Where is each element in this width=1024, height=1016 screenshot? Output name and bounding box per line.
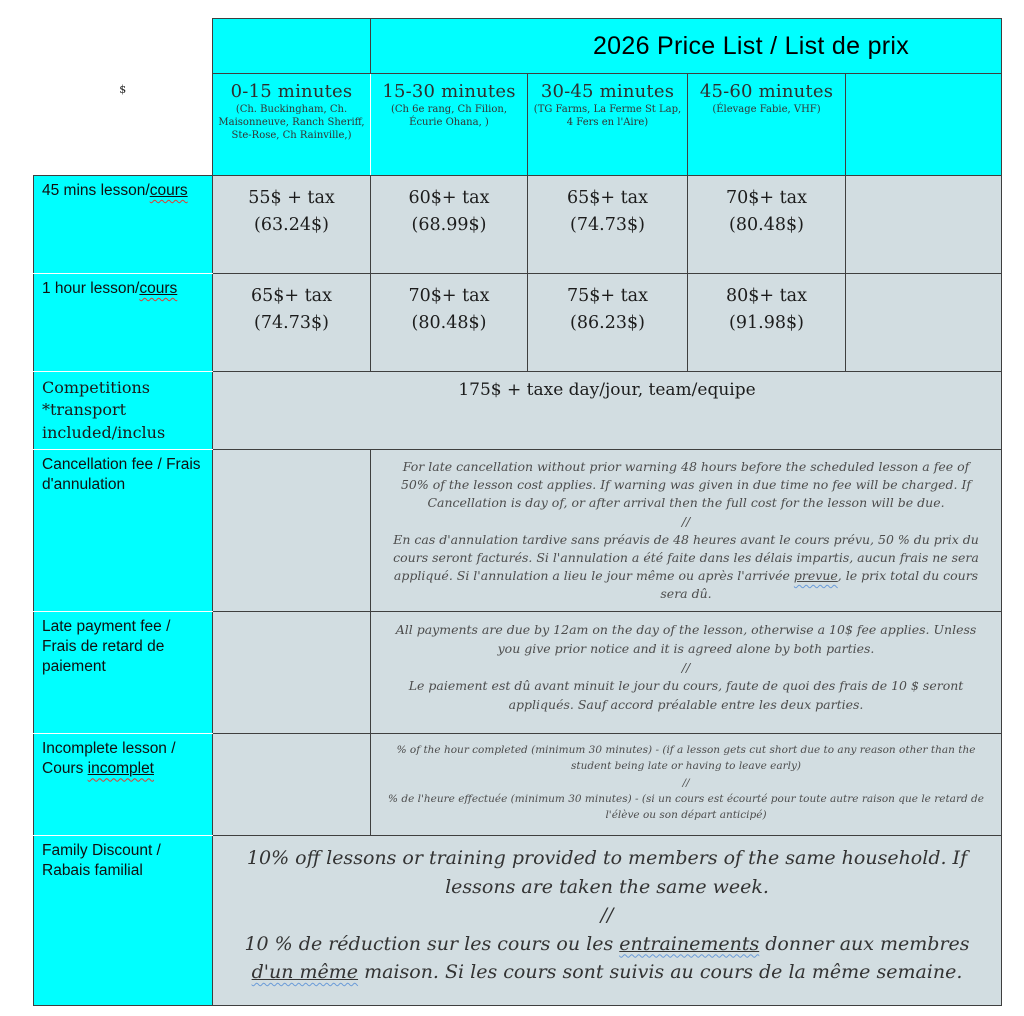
policy-french: En cas d'annulation tardive sans préavis de 48 heures avant le cours prévu, 50 % du prix du cours seront facturés. Si l'annulation a été faite dans les délais impartis, aucun frais ne sera appliqué. Si l'annulation a lieu le jour même ou après l'arrivée prevue, le prix total du cours sera dû. [393,531,979,602]
misspelled-word[interactable]: cours [149,182,188,199]
empty-header-cell [213,19,371,74]
row-label-late-payment: Late payment fee / Frais de retard de paiement [34,612,213,734]
column-locations: (Ch 6e rang, Ch Filion, Écurie Ohana, ) [390,104,507,128]
price-1hour-45-60: 80$+ tax (91.98$) [688,274,846,372]
column-range-label: 30-45 minutes [540,81,675,102]
row-label-cancellation: Cancellation fee / Frais d'annulation [34,450,213,612]
document-sheet [33,18,1002,1006]
policy-english: All payments are due by 12am on the day of the lesson, otherwise a 10$ fee applies. Unless you give prior notice and it is agreed alone by both parties. [395,622,977,656]
price-45min-45-60: 70$+ tax (80.48$) [688,176,846,274]
row-label-1hour-lesson: 1 hour lesson/cours [34,274,213,372]
column-range-label: 0-15 minutes [230,81,353,102]
column-header-30-45 [528,74,688,176]
misspelled-word[interactable]: d'un même [251,961,359,984]
empty-header-cell [846,74,1002,176]
incomplete-lesson-policy-text [371,734,1002,836]
row-label-family-discount: Family Discount / Rabais familial [34,836,213,1006]
late-payment-policy-text [371,612,1002,734]
empty-cell [213,612,371,734]
family-discount-text [213,836,1002,1006]
price-1hour-0-15: 65$+ tax (74.73$) [213,274,371,372]
cancellation-policy-text [371,450,1002,612]
column-range-label: 45-60 minutes [699,81,834,102]
policy-french: Le paiement est dû avant minuit le jour du cours, faute de quoi des frais de 10 $ seront appliqués. Sauf accord préalable entre les deux parties. [408,678,964,713]
misspelled-word[interactable]: cours [139,280,178,297]
empty-cell [846,274,1002,372]
price-45min-15-30: 60$+ tax (68.99$) [371,176,528,274]
column-range-label: 15-30 minutes [382,81,516,102]
column-header-0-15 [213,74,371,176]
misspelled-word[interactable]: entrainements [619,932,760,955]
language-separator: // [600,904,614,927]
blank-corner-cell [34,19,213,74]
column-header-15-30 [371,74,528,176]
language-separator: // [681,513,691,529]
competitions-price: 175$ + taxe day/jour, team/equipe [213,372,1002,450]
currency-symbol: $ [34,74,213,176]
misspelled-word[interactable]: prevue [793,567,838,583]
price-table [33,18,1002,1006]
price-45min-0-15: 55$ + tax (63.24$) [213,176,371,274]
empty-cell [213,450,371,612]
empty-cell [846,176,1002,274]
column-locations: (TG Farms, La Ferme St Lap, 4 Fers en l'Aire) [533,104,682,128]
policy-french: 10 % de réduction sur les cours ou les entrainements donner aux membres d'un même maison. Si les cours sont suivis au cours de la même semaine. [244,932,970,984]
price-1hour-15-30: 70$+ tax (80.48$) [371,274,528,372]
price-1hour-30-45: 75$+ tax (86.23$) [528,274,688,372]
row-label-45min-lesson: 45 mins lesson/cours [34,176,213,274]
table-title: 2026 Price List / List de prix [371,19,1002,74]
policy-english: 10% off lessons or training provided to members of the same household. If lessons are taken the same week. [246,847,968,898]
language-separator: // [681,659,691,675]
policy-french: % de l'heure effectuée (minimum 30 minutes) - (si un cours est écourté pour toute autre raison que le retard de l'élève ou son départ anticipé) [388,792,984,822]
misspelled-word[interactable]: incomplet [87,760,154,778]
policy-english: For late cancellation without prior warning 48 hours before the scheduled lesson a fee of 50% of the lesson cost applies. If warning was given in due time no fee will be charged. If Cancellation is day of, or after arrival then the full cost for the lesson will be due. [400,459,972,511]
row-label-competitions: Competitions *transport included/inclus [34,372,213,450]
empty-cell [213,734,371,836]
column-locations: (Élevage Fabie, VHF) [712,104,821,115]
language-separator: // [682,776,690,789]
column-locations: (Ch. Buckingham, Ch. Maisonneuve, Ranch Sheriff, Ste-Rose, Ch Rainville,) [218,104,365,141]
row-label-incomplete-lesson: Incomplete lesson / Cours incomplet [34,734,213,836]
price-45min-30-45: 65$+ tax (74.73$) [528,176,688,274]
policy-english: % of the hour completed (minimum 30 minutes) - (if a lesson gets cut short due to any reason other than the student being late or having to leave early) [396,744,976,773]
column-header-45-60 [688,74,846,176]
